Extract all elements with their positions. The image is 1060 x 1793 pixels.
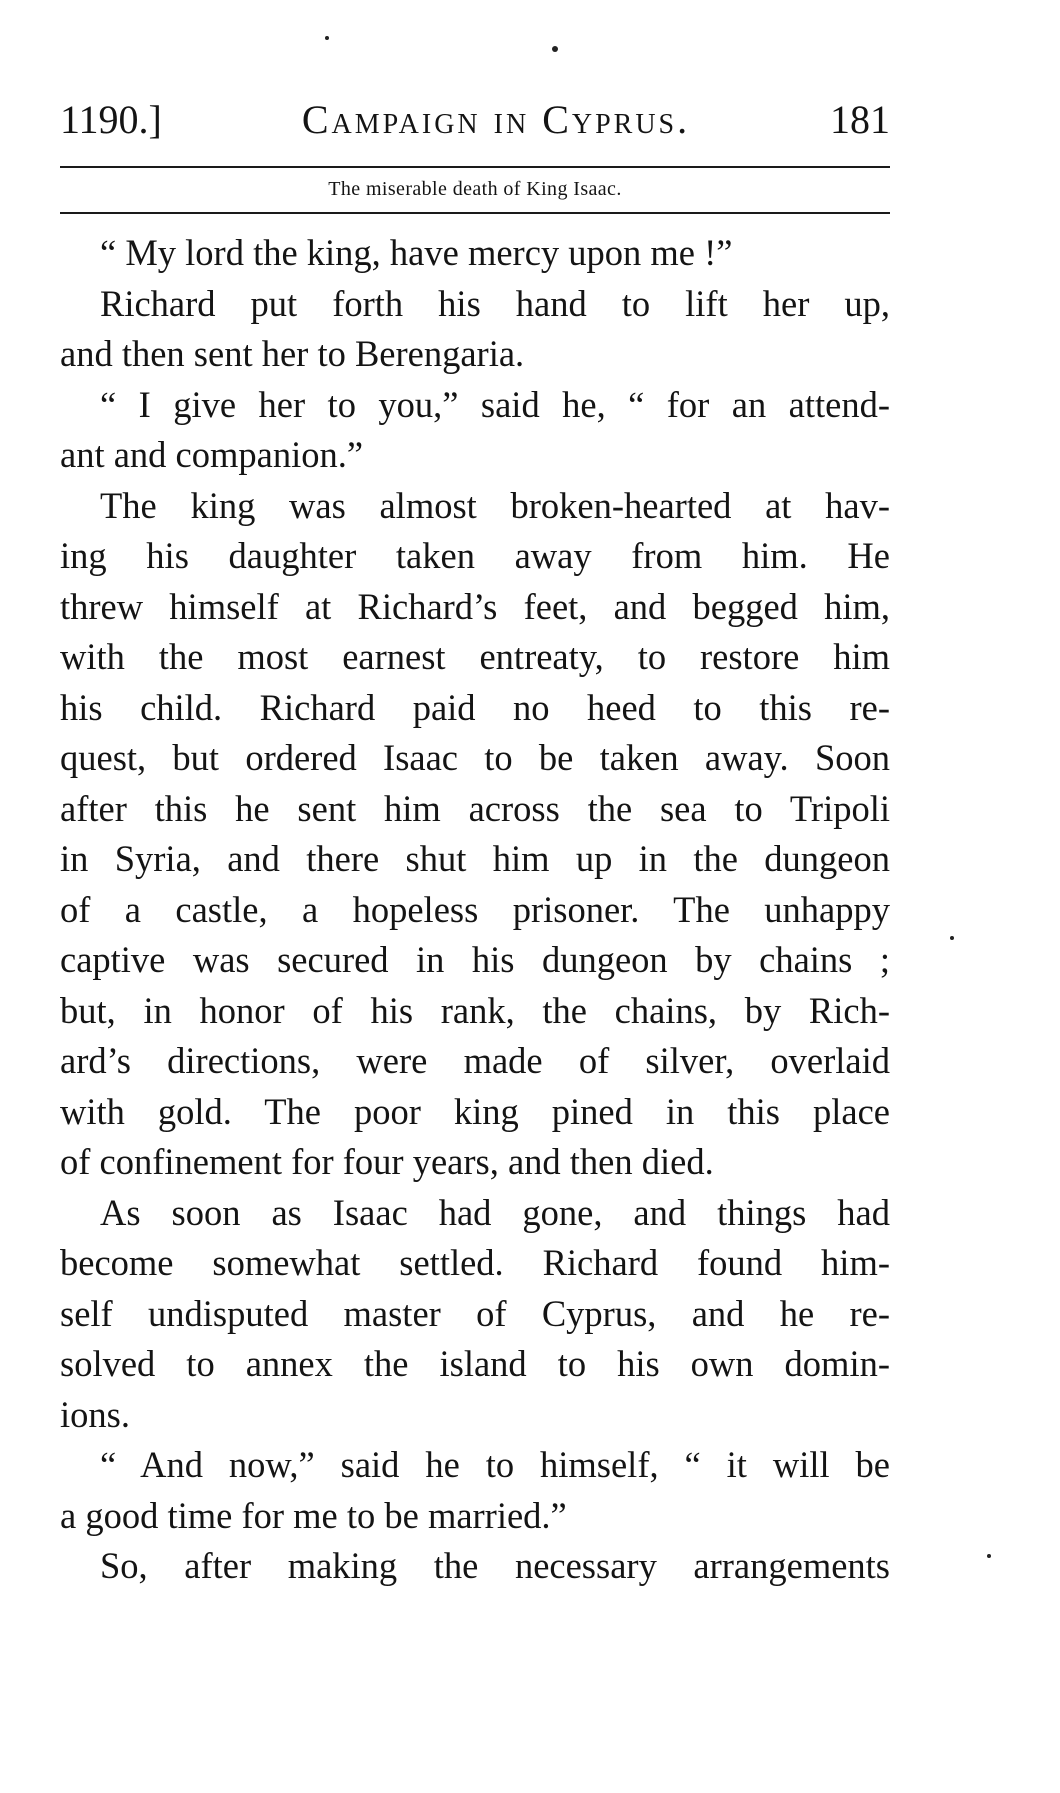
section-subheading: The miserable death of King Isaac. xyxy=(328,178,622,200)
print-speck xyxy=(987,1554,991,1558)
text-line: with gold. The poor king pined in this place xyxy=(60,1090,890,1132)
print-speck xyxy=(325,36,329,40)
body-text xyxy=(60,228,890,1592)
text-line: So, after making the necessary arrangements xyxy=(100,1545,890,1586)
text-line: become somewhat settled. Richard found him- xyxy=(60,1242,890,1283)
text-line: with the most earnest entreaty, to restore him xyxy=(60,636,890,677)
text-line: “ And now,” said he to himself, “ it will be xyxy=(100,1444,890,1485)
text-line: ions. xyxy=(60,1393,130,1435)
page-number: 181 xyxy=(830,97,890,142)
text-line: “ I give her to you,” said he, “ for an attend- xyxy=(100,383,890,425)
book-page xyxy=(60,0,890,1793)
print-speck xyxy=(950,936,954,940)
text-line: solved to annex the island to his own domin- xyxy=(60,1343,890,1384)
header-rule-top xyxy=(60,166,890,168)
running-header xyxy=(60,92,890,148)
text-line: of confinement for four years, and then died. xyxy=(60,1141,714,1182)
text-line: self undisputed master of Cyprus, and he re- xyxy=(60,1292,890,1334)
text-line: captive was secured in his dungeon by chains ; xyxy=(60,939,890,980)
text-line: quest, but ordered Isaac to be taken away. Soon xyxy=(60,737,890,778)
header-title: Campaign in Cyprus. xyxy=(301,97,691,142)
text-line: The king was almost broken-hearted at hav- xyxy=(100,484,890,526)
text-line: As soon as Isaac had gone, and things had xyxy=(100,1191,890,1233)
header-year: 1190.] xyxy=(60,97,162,142)
text-line: but, in honor of his rank, the chains, by Rich- xyxy=(60,989,890,1031)
text-line: ard’s directions, were made of silver, overlaid xyxy=(60,1040,890,1081)
text-line: Richard put forth his hand to lift her up, xyxy=(100,282,890,324)
text-line: ant and companion.” xyxy=(60,434,364,475)
text-line: in Syria, and there shut him up in the dungeon xyxy=(60,838,890,879)
text-line: his child. Richard paid no heed to this re- xyxy=(60,686,890,728)
text-line: ing his daughter taken away from him. He xyxy=(60,535,890,576)
text-line: threw himself at Richard’s feet, and begged him, xyxy=(60,585,890,627)
text-line: of a castle, a hopeless prisoner. The unhappy xyxy=(60,888,890,930)
header-rule-bottom xyxy=(60,212,890,214)
text-line: and then sent her to Berengaria. xyxy=(60,333,525,374)
print-speck xyxy=(552,46,558,52)
text-line: “ My lord the king, have mercy upon me !” xyxy=(100,232,733,273)
text-line: a good time for me to be married.” xyxy=(60,1494,567,1536)
text-line: after this he sent him across the sea to Tripoli xyxy=(60,787,890,829)
